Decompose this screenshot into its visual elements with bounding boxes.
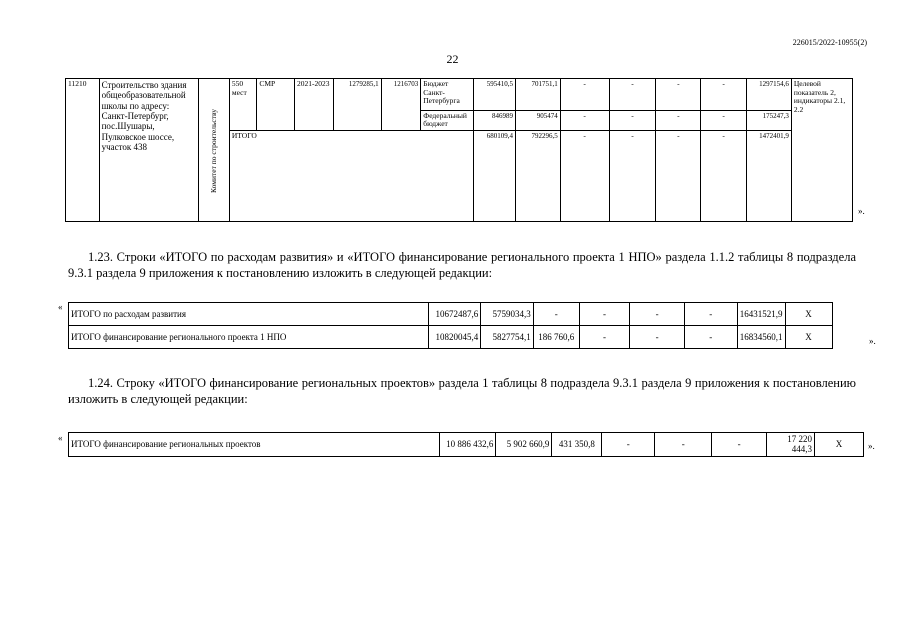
project-code: 11210 bbox=[66, 79, 100, 222]
total-cell: 17 220 444,3 bbox=[767, 433, 815, 457]
dash-cell: - bbox=[701, 79, 747, 111]
paragraph-1-23: 1.23. Строки «ИТОГО по расходам развития» и «ИТОГО финансирование регионального проекта 1 НПО» раздела 1.1.2 таблицы 8 подраздела 9.3.1 раздела 9 приложения к постановлению изложить в следующей редакции: bbox=[68, 250, 856, 280]
executor: Комитет по строительству bbox=[199, 79, 230, 222]
dash-cell: - bbox=[656, 131, 701, 222]
cost-1: 1279285,1 bbox=[333, 79, 381, 131]
total-cell: 1472401,9 bbox=[747, 131, 792, 222]
dash-cell: - bbox=[684, 303, 737, 326]
dash-cell: - bbox=[579, 303, 630, 326]
indicator: Целевой показатель 2, индикаторы 2.1, 2.2 bbox=[791, 79, 852, 222]
dash-cell: - bbox=[701, 131, 747, 222]
row-label: ИТОГО финансирование региональных проектов bbox=[69, 433, 440, 457]
close-quote: ». bbox=[858, 206, 865, 216]
value-cell: 5827754,1 bbox=[481, 326, 534, 349]
project-table bbox=[65, 78, 853, 222]
period: 2021-2023 bbox=[295, 79, 334, 131]
open-quote: « bbox=[58, 302, 63, 312]
close-quote: ». bbox=[868, 441, 875, 451]
value-cell: 905474 bbox=[515, 110, 560, 131]
total-cell: 16431521,9 bbox=[737, 303, 785, 326]
dash-cell: - bbox=[609, 79, 656, 111]
dash-cell: - bbox=[712, 433, 767, 457]
total-cell: 16834560,1 bbox=[737, 326, 785, 349]
dash-cell: - bbox=[701, 110, 747, 131]
dash-cell: - bbox=[579, 326, 630, 349]
work-type: СМР bbox=[257, 79, 295, 131]
x-cell: Х bbox=[785, 303, 832, 326]
total-cell: 175247,3 bbox=[747, 110, 792, 131]
value-cell: 595410,5 bbox=[474, 79, 516, 111]
open-quote: « bbox=[58, 433, 63, 443]
capacity: 550 мест bbox=[229, 79, 256, 131]
paragraph-1-24: 1.24. Строку «ИТОГО финансирование региональных проектов» раздела 1 таблицы 8 подраздела 9.3.1 раздела 9 приложения к постановлению изложить в следующей редакции: bbox=[68, 376, 856, 406]
dash-cell: - bbox=[684, 326, 737, 349]
row-label: ИТОГО финансирование регионального проекта 1 НПО bbox=[69, 326, 429, 349]
row-label: ИТОГО по расходам развития bbox=[69, 303, 429, 326]
value-cell: 5759034,3 bbox=[481, 303, 534, 326]
value-cell: - bbox=[533, 303, 579, 326]
x-cell: Х bbox=[815, 433, 864, 457]
value-cell: 680109,4 bbox=[474, 131, 516, 222]
value-cell: 10820045,4 bbox=[429, 326, 481, 349]
dash-cell: - bbox=[630, 326, 685, 349]
totals-table bbox=[68, 302, 864, 349]
dash-cell: - bbox=[656, 79, 701, 111]
total-row-label: ИТОГО bbox=[229, 131, 473, 222]
dash-cell: - bbox=[602, 433, 655, 457]
dash-cell: - bbox=[560, 110, 609, 131]
registration-number: 226015/2022-10955(2) bbox=[792, 38, 867, 47]
funding-source: Федеральный бюджет bbox=[421, 110, 474, 131]
dash-cell: - bbox=[609, 131, 656, 222]
value-cell: 431 350,8 bbox=[552, 433, 602, 457]
value-cell: 792296,5 bbox=[515, 131, 560, 222]
regional-projects-table bbox=[68, 432, 864, 457]
total-cell: 1297154,6 bbox=[747, 79, 792, 111]
dash-cell: - bbox=[630, 303, 685, 326]
dash-cell: - bbox=[655, 433, 712, 457]
value-cell: 10672487,6 bbox=[429, 303, 481, 326]
funding-source: Бюджет Санкт-Петербурга bbox=[421, 79, 474, 111]
dash-cell: - bbox=[656, 110, 701, 131]
value-cell: 186 760,6 bbox=[533, 326, 579, 349]
x-cell: Х bbox=[785, 326, 832, 349]
value-cell: 701751,1 bbox=[515, 79, 560, 111]
page-number: 22 bbox=[446, 52, 459, 66]
dash-cell: - bbox=[609, 110, 656, 131]
close-quote: ». bbox=[869, 336, 876, 346]
project-name: Строительство здания общеобразовательной школы по адресу: Санкт-Петербург, пос.Шушары, Пулковское шоссе, участок 438 bbox=[99, 79, 199, 222]
value-cell: 5 902 660,9 bbox=[496, 433, 552, 457]
value-cell: 846989 bbox=[474, 110, 516, 131]
dash-cell: - bbox=[560, 131, 609, 222]
dash-cell: - bbox=[560, 79, 609, 111]
cost-2: 1216703 bbox=[381, 79, 421, 131]
value-cell: 10 886 432,6 bbox=[440, 433, 496, 457]
